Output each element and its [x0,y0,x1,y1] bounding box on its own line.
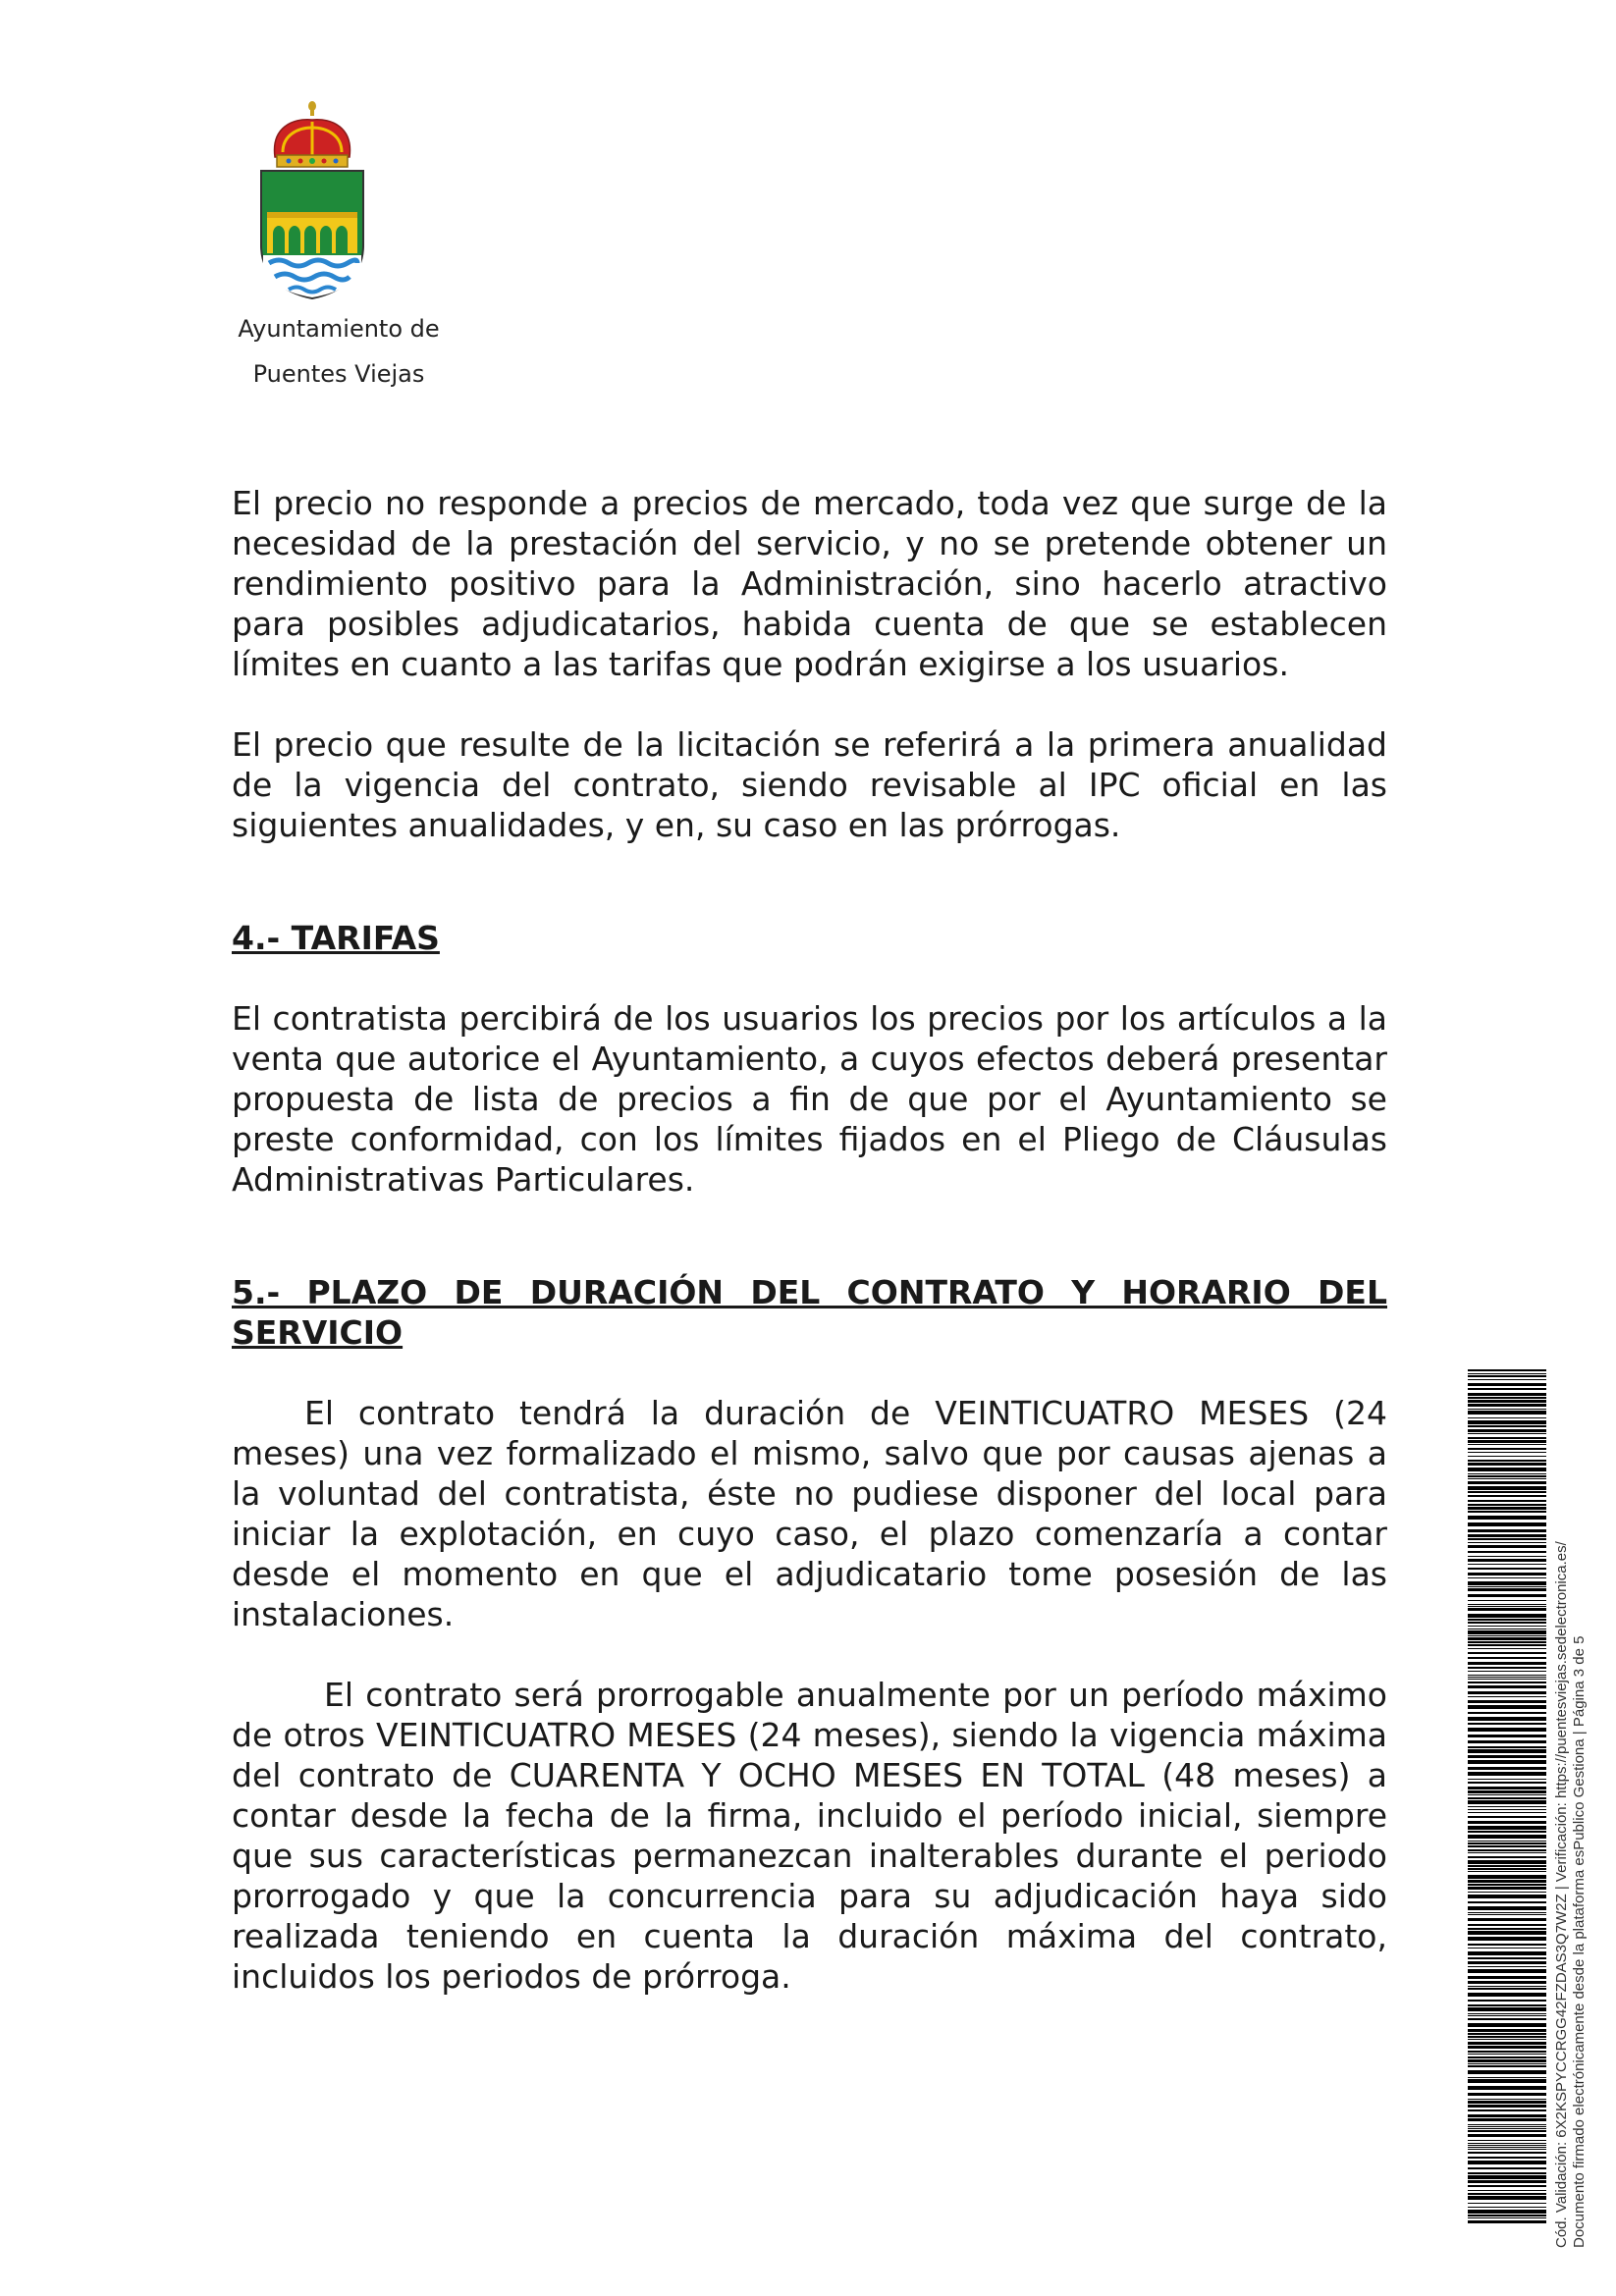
barcode-icon [1468,1369,1546,2223]
document-body [232,483,1387,1997]
paragraph-tarifas: El contratista percibirá de los usuarios los precios por los artículos a la venta que autorice el Ayuntamiento, a cuyos efectos deberá presentar propuesta de lista de precios a fin de que por el Ayuntamiento se preste conformidad, con los límites fijados en el Pliego de Cláusulas Administrativas Particulares. [232,999,1387,1199]
org-name-line1: Ayuntamiento de [238,315,440,343]
section-heading-tarifas: 4.- TARIFAS [232,919,440,957]
paragraph-precio-mercado: El precio no responde a precios de mercado, toda vez que surge de la necesidad de la prestación del servicio, y no se pretende obtener un rendimiento positivo para la Administración, sino hacerlo atractivo para posibles adjudicatarios, habida cuenta de que se establecen límites en cuanto a las tarifas que podrán exigirse a los usuarios. [232,484,1387,683]
paragraph-duracion: El contrato tendrá la duración de VEINTICUATRO MESES (24 meses) una vez formalizado el mismo, salvo que por causas ajenas a la voluntad del contratista, éste no pudiese disponer del local para iniciar la explotación, en cuyo caso, el plazo comenzaría a contar desde el momento en que el adjudicatario tome posesión de las instalaciones. [232,1394,1387,1633]
verification-footer [1553,1384,1589,2248]
verification-line1: Cód. Validación: 6X2KSPYCCRGG42FZDAS3Q7W2Z | Verificación: https://puentesviejas.sedelectronica.es/ [1553,1541,1570,2248]
paragraph-precio-licitacion: El precio que resulte de la licitación se referirá a la primera anualidad de la vigencia del contrato, siendo revisable al IPC oficial en las siguientes anualidades, y en, su caso en las prórrogas. [232,725,1387,844]
paragraph-prorroga: El contrato será prorrogable anualmente por un período máximo de otros VEINTICUATRO MESES (24 meses), siendo la vigencia máxima del contrato de CUARENTA Y OCHO MESES EN TOTAL (48 meses) a contar desde la fecha de la firma, incluido el período inicial, siempre que sus características permanezcan inalterables durante el periodo prorrogado y que la concurrencia para su adjudicación haya sido realizada teniendo en cuenta la duración máxima del contrato, incluidos los periodos de prórroga. [232,1676,1387,1996]
verification-line2: Documento firmado electrónicamente desde la plataforma esPublico Gestiona | Página 3 de 5 [1571,1635,1588,2248]
coat-of-arms-icon [253,98,371,304]
section-heading-plazo: 5.- PLAZO DE DURACIÓN DEL CONTRATO Y HORARIO DEL SERVICIO [232,1273,1387,1352]
org-name-line2: Puentes Viejas [252,360,425,388]
